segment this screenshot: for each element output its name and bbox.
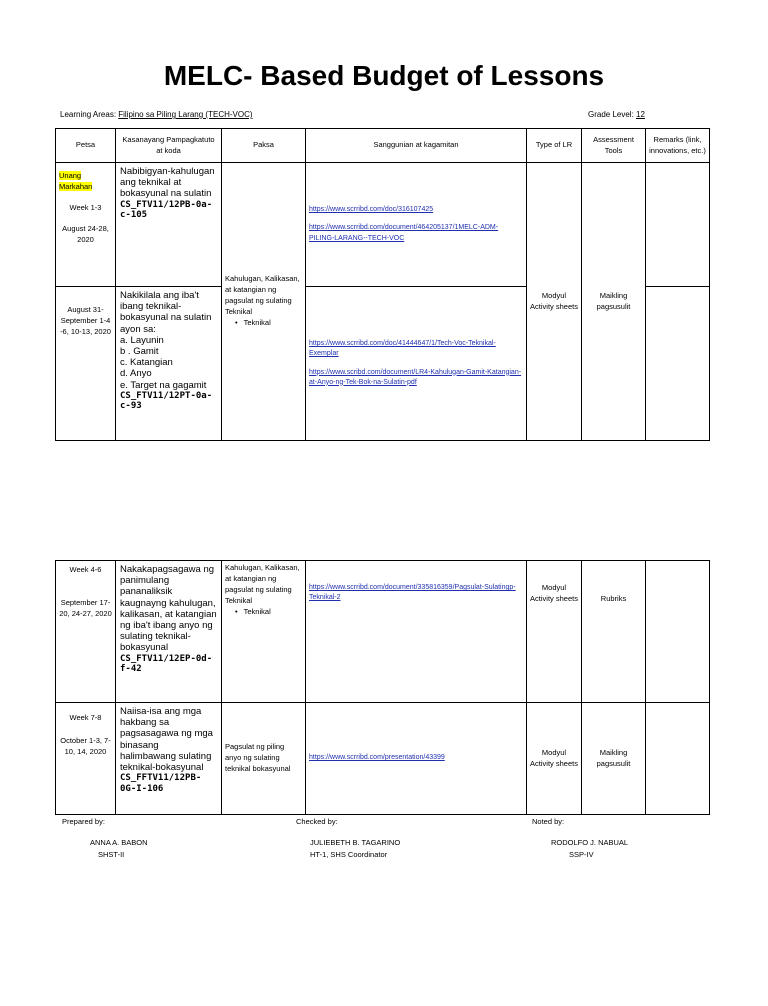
- row3-competency: [116, 561, 222, 703]
- row4-type: Modyul Activity sheets: [527, 703, 582, 815]
- shared-paksa: [222, 163, 306, 441]
- page-title: MELC- Based Budget of Lessons: [163, 60, 605, 91]
- header-remarks: Remarks (link, innovations, etc.): [646, 129, 710, 163]
- row1-link1[interactable]: https://www.scrribd.com/doc/316107425: [309, 206, 434, 214]
- shared-type: Modyul Activity sheets: [527, 163, 582, 441]
- row1-code: CS_FTV11/12PB-0a-c-105: [120, 199, 213, 221]
- row2-item: b . Gamit: [120, 346, 159, 358]
- grade-level-label: Grade Level:: [588, 110, 637, 119]
- quarter-label: Unang Markahan: [59, 171, 93, 191]
- row3-week: Week 4-6: [69, 565, 102, 574]
- row4-code: CS_FFTV11/12PB-0G-I-106: [120, 773, 202, 794]
- row3-code: CS_FTV11/12EP-0d-f-42: [120, 653, 213, 675]
- shared-assessment: Maikling pagsusulit: [582, 163, 646, 441]
- row2-item: e. Target na gagamit: [120, 379, 207, 391]
- row2-competency: [116, 287, 222, 441]
- row1-competency-text: Nabibigyan-kahulugan ang teknikal at bokasyunal na sulatin: [120, 166, 215, 200]
- row3-link[interactable]: https://www.scrribd.com/document/335816359/Pagsulat-Sulatingp-Teknikal-2: [309, 584, 516, 602]
- checked-name: JULIEBETH B. TAGARINO: [310, 838, 401, 847]
- row3-paksa: [222, 561, 306, 703]
- header-kasanayan: Kasanayang Pampagkatuto at koda: [116, 129, 222, 163]
- row4-competency-text: Naiisa-isa ang mga hakbang sa pagsasagawa ng mga binasang halimbawang sulating teknikal-bokasyunal: [120, 706, 213, 774]
- learning-areas-value: Filipino sa Piling Larang (TECH-VOC): [118, 110, 253, 119]
- learning-areas: [60, 110, 253, 119]
- row1-link2[interactable]: https://www.scrribd.com/document/464205137/1MELC-ADM-PILING-LARANG--TECH-VOC: [309, 224, 499, 242]
- row2-remarks: [646, 287, 710, 441]
- header-petsa: Petsa: [56, 129, 116, 163]
- noted-label: Noted by:: [532, 817, 565, 826]
- row4-week: Week 7-8: [69, 713, 102, 722]
- row4-date: October 1-3, 7-10, 14, 2020: [60, 735, 111, 756]
- row4-remarks: [646, 703, 710, 815]
- row4-petsa: [56, 703, 116, 815]
- row4-sanggunian: [306, 703, 527, 815]
- row3-paksa-bullet: • Teknikal: [225, 607, 302, 618]
- checked-label: Checked by:: [296, 817, 338, 826]
- grade-level: [588, 110, 645, 119]
- row4-assessment: Maikling pagsusulit: [582, 703, 646, 815]
- row2-code: CS_FTV11/12PT-0a-c-93: [120, 390, 213, 412]
- row3-type: Modyul Activity sheets: [527, 561, 582, 703]
- prepared-title: SHST-II: [98, 850, 125, 859]
- row1-week: Week 1-3: [69, 202, 102, 212]
- row3-paksa-text: Kahulugan, Kalikasan, at katangian ng pagsulat ng sulating Teknikal: [225, 563, 300, 605]
- row2-item: a. Layunin: [120, 334, 164, 346]
- row2-item: d. Anyo: [120, 368, 152, 380]
- row3-competency-text: Nakakapagsagawa ng panimulang pananaliksik kaugnayng kahulugan, kalikasan, at katangian ng iba't ibang anyo ng sulating teknikal-bokasyunal: [120, 564, 217, 654]
- learning-areas-label: Learning Areas:: [60, 110, 119, 119]
- budget-table-lower: [55, 560, 710, 815]
- row4-link[interactable]: https://www.scrribd.com/presentation/43399: [309, 754, 445, 762]
- row1-competency: [116, 163, 222, 287]
- row1-petsa: [56, 163, 116, 287]
- row3-date: September 17-20, 24-27, 2020: [59, 597, 112, 618]
- row1-date: August 24-28, 2020: [62, 223, 109, 244]
- table-row: [56, 561, 710, 703]
- row2-sanggunian: [306, 287, 527, 441]
- header-sanggunian: Sanggunian at kagamitan: [306, 129, 527, 163]
- row3-remarks: [646, 561, 710, 703]
- row4-paksa: Pagsulat ng piling anyo ng sulating teknikal bokasyunal: [222, 703, 306, 815]
- row2-link2[interactable]: https://www.scribd.com/document/LR4-Kahulugan-Gamit-Katangian-at-Anyo-ng-Tek-Bok-na-Sulatin-pdf: [309, 368, 522, 386]
- row1-remarks: [646, 163, 710, 287]
- prepared-label: Prepared by:: [62, 817, 105, 826]
- prepared-name: ANNA A. BABON: [90, 838, 148, 847]
- row2-competency-text: Nakikilala ang iba't ibang teknikal-bokasyunal na sulatin ayon sa:: [120, 290, 212, 335]
- table-row: [56, 703, 710, 815]
- row2-petsa: August 31-September 1-4 -6, 10-13, 2020: [56, 287, 116, 441]
- row2-link1[interactable]: https://www.scrribd.com/doc/41444647/1/Tech-Voc-Teknikal-Exemplar: [309, 340, 496, 358]
- budget-table-upper: [55, 128, 710, 441]
- header-assessment: Assessment Tools: [582, 129, 646, 163]
- header-paksa: Paksa: [222, 129, 306, 163]
- row3-sanggunian: [306, 561, 527, 703]
- grade-level-value: 12: [636, 110, 645, 119]
- row1-sanggunian: [306, 163, 527, 287]
- noted-title: SSP-IV: [569, 850, 594, 859]
- checked-title: HT-1, SHS Coordinator: [310, 850, 388, 859]
- table-row: [56, 163, 710, 287]
- table-header-row: [56, 129, 710, 163]
- noted-name: RODOLFO J. NABUAL: [551, 838, 629, 847]
- header-type: Type of LR: [527, 129, 582, 163]
- row3-petsa: [56, 561, 116, 703]
- shared-paksa-bullet: • Teknikal: [225, 318, 302, 329]
- row3-assessment: Rubriks: [582, 561, 646, 703]
- shared-paksa-text: Kahulugan, Kalikasan, at katangian ng pagsulat ng sulating Teknikal: [225, 274, 300, 316]
- row2-item: c. Katangian: [120, 357, 173, 369]
- row4-competency: [116, 703, 222, 815]
